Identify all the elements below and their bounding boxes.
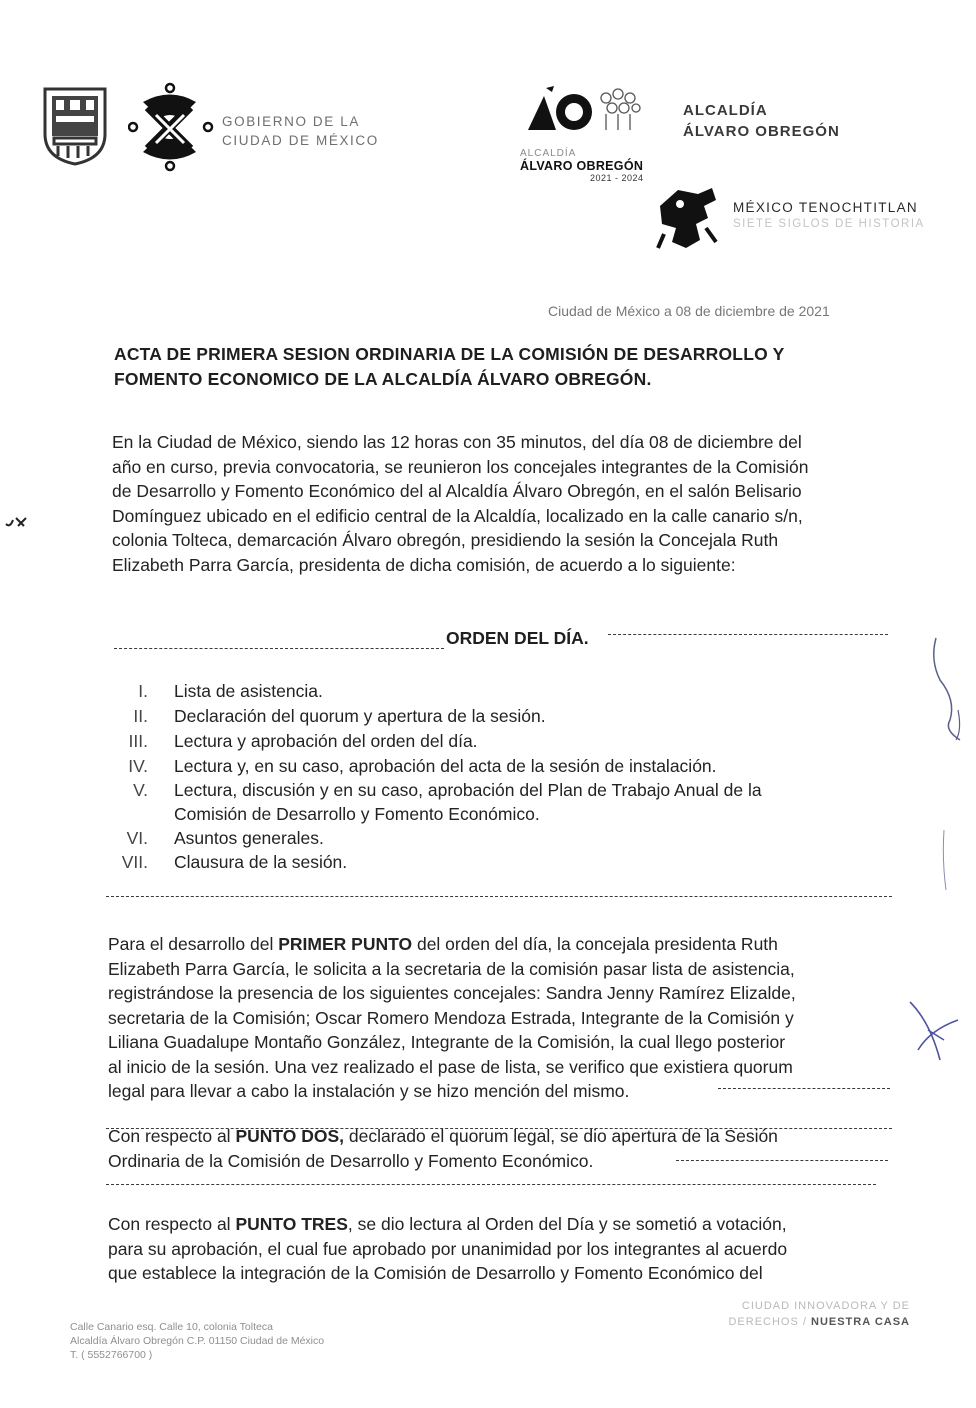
dash-rule	[676, 1160, 888, 1161]
intro-line: En la Ciudad de México, siendo las 12 horas con 35 minutos, del día 08 de diciembre del	[112, 432, 802, 452]
agenda-number: V.	[133, 780, 148, 800]
agenda-number: III.	[128, 731, 148, 751]
intro-line: de Desarrollo y Fomento Económico del al Alcaldía Álvaro Obregón, en el salón Belisario	[112, 481, 802, 501]
ao-logo-small: ALCALDÍA	[520, 148, 577, 159]
punto1-keyword: PRIMER PUNTO	[278, 934, 413, 954]
gob-line2: CIUDAD DE MÉXICO	[222, 133, 379, 148]
intro-line: Elizabeth Parra García, presidenta de dicha comisión, de acuerdo a lo siguiente:	[112, 554, 736, 575]
alcaldia-ao-logo	[522, 84, 652, 144]
intro-line: Domínguez ubicado en el edificio central de la Alcaldía, localizado en la calle canario s/n,	[112, 505, 803, 526]
agenda-text: Declaración del quorum y apertura de la sesión.	[174, 706, 546, 726]
agenda-text: Lectura y aprobación del orden del día.	[174, 731, 478, 751]
margin-signature	[900, 630, 970, 1090]
punto1-line: Elizabeth Parra García, le solicita a la secretaria de la comisión pasar lista de asistencia,	[108, 958, 795, 979]
document-title	[114, 342, 785, 392]
footer-address	[70, 1320, 324, 1362]
alcaldia-line1: ALCALDÍA	[683, 102, 768, 119]
agenda-number: IV.	[128, 756, 148, 776]
intro-line: año en curso, previa convocatoria, se reunieron los concejales integrantes de la Comisión	[112, 456, 809, 477]
gob-line1: GOBIERNO DE LA	[222, 114, 360, 129]
agenda-text: Lista de asistencia.	[174, 681, 323, 701]
alcaldia-line2: ÁLVARO OBREGÓN	[683, 123, 840, 140]
agenda-text: Lectura, discusión y en su caso, aprobación del Plan de Trabajo Anual de la	[174, 780, 762, 800]
punto3-line: que establece la integración de la Comisión de Desarrollo y Fomento Económico del	[108, 1263, 763, 1283]
agenda-text: Lectura y, en su caso, aprobación del acta de la sesión de instalación.	[174, 756, 717, 776]
agenda-number: VII.	[121, 852, 148, 872]
alcaldia-ao-text	[683, 100, 840, 142]
agenda-number: II.	[133, 706, 148, 726]
mt-line2: SIETE SIGLOS DE HISTORIA	[733, 218, 925, 230]
punto1-line: secretaria de la Comisión; Oscar Romero Mendoza Estrada, Integrante de la Comisión y	[108, 1007, 794, 1028]
punto2-keyword: PUNTO DOS,	[235, 1126, 345, 1146]
dash-rule	[114, 648, 444, 649]
footer-phone: T. ( 5552766700 )	[70, 1349, 153, 1361]
dash-rule	[106, 1184, 876, 1185]
tenochtitlan-glyph-logo	[650, 184, 722, 254]
date-line: Ciudad de México a 08 de diciembre de 2021	[548, 303, 830, 319]
cdmx-emblem-logo	[128, 82, 214, 172]
footer-slogan-line2: DERECHOS / NUESTRA CASA	[728, 1316, 910, 1328]
punto2-paragraph	[108, 1124, 896, 1173]
ao-logo-years: 2021 - 2024	[590, 173, 644, 183]
punto1-line: legal para llevar a cabo la instalación y se hizo mención del mismo.	[108, 1081, 630, 1101]
agenda-number: I.	[138, 681, 148, 701]
cdmx-shield-logo	[42, 86, 108, 166]
agenda-text: Comisión de Desarrollo y Fomento Económico.	[174, 804, 540, 824]
punto1-line: al inicio de la sesión. Una vez realizado el pase de lista, se verifico que existiera quorum	[108, 1056, 793, 1077]
ao-logo-name: ÁLVARO OBREGÓN	[520, 159, 644, 173]
agenda-heading: ORDEN DEL DÍA.	[446, 628, 589, 648]
intro-paragraph	[112, 430, 900, 577]
punto2-line: Ordinaria de la Comisión de Desarrollo y Fomento Económico.	[108, 1150, 594, 1171]
intro-line: colonia Tolteca, demarcación Álvaro obregón, presidiendo la sesión la Concejala Ruth	[112, 530, 779, 550]
footer-slogan	[728, 1298, 910, 1330]
footer-address-line2: Alcaldía Álvaro Obregón C.P. 01150 Ciudad de México	[70, 1335, 325, 1347]
ao-logo-caption	[520, 148, 644, 183]
agenda-text: Asuntos generales.	[174, 828, 324, 848]
gob-cdmx-logo-text	[222, 112, 379, 150]
title-line2: FOMENTO ECONOMICO DE LA ALCALDÍA ÁLVARO OBREGÓN.	[114, 369, 652, 389]
punto1-first-line: Para el desarrollo del PRIMER PUNTO del orden del día, la concejala presidenta Ruth	[108, 934, 778, 954]
punto1-line: registrándose la presencia de los siguientes concejales: Sandra Jenny Ramírez Elizalde,	[108, 983, 796, 1003]
footer-slogan-line1: CIUDAD INNOVADORA Y DE	[741, 1300, 910, 1312]
mt-line1: MÉXICO TENOCHTITLAN	[733, 200, 918, 215]
punto3-keyword: PUNTO TRES	[235, 1214, 348, 1234]
dash-rule	[106, 896, 892, 897]
agenda-number: VI.	[126, 828, 148, 848]
footer-address-line1: Calle Canario esq. Calle 10, colonia Tolteca	[70, 1321, 273, 1333]
dash-rule	[608, 634, 888, 635]
punto3-first-line: Con respecto al PUNTO TRES, se dio lectura al Orden del Día y se sometió a votación,	[108, 1214, 787, 1234]
punto1-paragraph	[108, 932, 896, 1104]
punto1-line: Liliana Guadalupe Montaño González, Integrante de la Comisión, la cual llego posterior	[108, 1032, 786, 1052]
margin-mark	[4, 514, 30, 530]
tenochtitlan-text	[733, 200, 925, 230]
punto2-first-line: Con respecto al PUNTO DOS, declarado el quorum legal, se dio apertura de la Sesión	[108, 1126, 778, 1146]
dash-rule	[718, 1088, 890, 1089]
punto3-line: para su aprobación, el cual fue aprobado por unanimidad por los integrantes al acuerdo	[108, 1238, 788, 1259]
footer-slogan-bold: NUESTRA CASA	[811, 1316, 910, 1328]
punto3-paragraph	[108, 1212, 896, 1286]
title-line1: ACTA DE PRIMERA SESION ORDINARIA DE LA COMISIÓN DE DESARROLLO Y	[114, 344, 785, 364]
agenda-text: Clausura de la sesión.	[174, 852, 348, 872]
